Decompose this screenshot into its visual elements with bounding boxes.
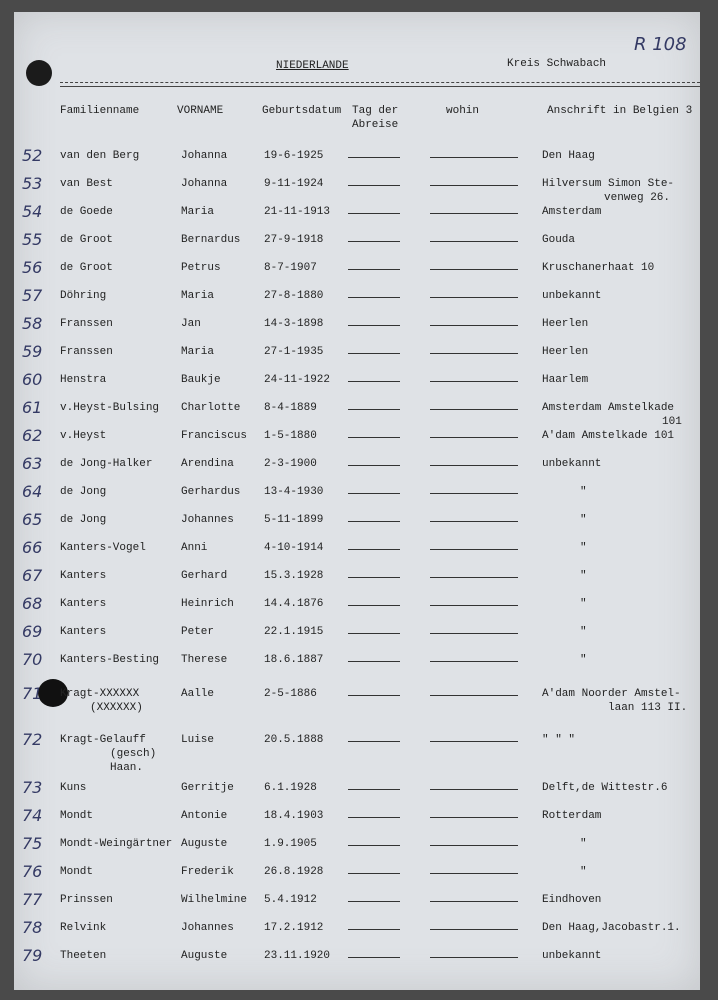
geburtsdatum-cell: 26.8.1928 [264,866,324,878]
abreise-dash [348,269,400,270]
anschrift-cell: unbekannt [542,950,602,962]
abreise-dash [348,901,400,902]
familienname-cell-line2: (XXXXXX) [90,702,143,714]
table-row [14,258,700,282]
table-row [14,890,700,914]
wohin-dash [430,817,518,818]
geburtsdatum-cell: 14-3-1898 [264,318,324,330]
table-row [14,730,700,774]
geburtsdatum-cell: 19-6-1925 [264,150,324,162]
familienname-cell: Kanters [60,626,107,638]
familienname-cell: Mondt [60,810,94,822]
vorname-cell: Gerhardus [181,486,241,498]
table-row [14,370,700,394]
vorname-cell: Heinrich [181,598,234,610]
abreise-dash [348,353,400,354]
row-number: 52 [22,146,43,165]
geburtsdatum-cell: 2-5-1886 [264,688,317,700]
familienname-cell: Henstra [60,374,107,386]
familienname-cell-line2: (gesch) [110,748,157,760]
abreise-dash [348,325,400,326]
table-row [14,454,700,478]
table-row [14,806,700,830]
abreise-dash [348,661,400,662]
anschrift-cell: " [580,486,587,498]
wohin-dash [430,353,518,354]
abreise-dash [348,241,400,242]
punch-hole [26,60,52,86]
kreis-label: Kreis Schwabach [507,58,607,70]
abreise-dash [348,605,400,606]
vorname-cell: Maria [181,206,215,218]
anschrift-cell: " [580,598,587,610]
table-row [14,146,700,170]
vorname-cell: Wilhelmine [181,894,248,906]
familienname-cell: Franssen [60,346,113,358]
wohin-dash [430,437,518,438]
vorname-cell: Bernardus [181,234,241,246]
col-header-geburtsdatum: Geburtsdatum [262,105,342,117]
geburtsdatum-cell: 13-4-1930 [264,486,324,498]
table-row [14,510,700,534]
vorname-cell: Charlotte [181,402,241,414]
col-header-familienname: Familienname [60,105,140,117]
row-number: 57 [22,286,43,305]
anschrift-cell-line2: laan 113 II. [608,702,688,714]
abreise-dash [348,493,400,494]
anschrift-cell: Eindhoven [542,894,602,906]
vorname-cell: Peter [181,626,215,638]
col-header-tag-der-abreise [352,104,398,132]
row-number: 64 [22,482,43,501]
row-number: 59 [22,342,43,361]
header-rule [60,86,700,87]
vorname-cell: Arendina [181,458,234,470]
table-row [14,684,700,714]
row-number: 55 [22,230,43,249]
table-row [14,230,700,254]
wohin-dash [430,873,518,874]
row-number: 74 [22,806,43,825]
abreise-dash [348,157,400,158]
familienname-cell: Kanters [60,570,107,582]
anschrift-cell: " [580,542,587,554]
geburtsdatum-cell: 1.9.1905 [264,838,317,850]
familienname-cell: de Groot [60,262,113,274]
abreise-dash [348,633,400,634]
wohin-dash [430,325,518,326]
wohin-dash [430,741,518,742]
vorname-cell: Maria [181,290,215,302]
anschrift-cell: " [580,570,587,582]
row-number: 68 [22,594,43,613]
abreise-dash [348,789,400,790]
abreise-dash [348,741,400,742]
geburtsdatum-cell: 22.1.1915 [264,626,324,638]
geburtsdatum-cell: 20.5.1888 [264,734,324,746]
familienname-cell: de Groot [60,234,113,246]
vorname-cell: Therese [181,654,228,666]
row-number: 60 [22,370,43,389]
row-number: 73 [22,778,43,797]
vorname-cell: Auguste [181,950,228,962]
col-header-vorname: VORNAME [177,105,224,117]
familienname-cell: Kragt-XXXXXX [60,688,140,700]
abreise-dash [348,577,400,578]
familienname-cell: de Jong-Halker [60,458,153,470]
familienname-cell: Kuns [60,782,87,794]
geburtsdatum-cell: 4-10-1914 [264,542,324,554]
col-header-tag-der: Tag der [352,105,399,117]
anschrift-cell: " [580,838,587,850]
wohin-dash [430,577,518,578]
page-title: NIEDERLANDE [276,60,349,72]
abreise-dash [348,297,400,298]
familienname-cell: Prinssen [60,894,113,906]
table-row [14,622,700,646]
familienname-cell: van den Berg [60,150,140,162]
row-number: 54 [22,202,43,221]
geburtsdatum-cell: 8-7-1907 [264,262,317,274]
table-row [14,650,700,674]
familienname-cell: Kanters-Vogel [60,542,146,554]
abreise-dash [348,185,400,186]
anschrift-cell-line2: 101 [662,416,682,428]
abreise-dash [348,521,400,522]
table-row [14,398,700,428]
row-number: 63 [22,454,43,473]
table-row [14,778,700,802]
anschrift-cell: " [580,654,587,666]
wohin-dash [430,493,518,494]
geburtsdatum-cell: 6.1.1928 [264,782,317,794]
familienname-cell: Kanters-Besting [60,654,160,666]
anschrift-cell: Rotterdam [542,810,602,822]
table-row [14,202,700,226]
abreise-dash [348,465,400,466]
familienname-cell: de Goede [60,206,113,218]
familienname-cell: van Best [60,178,113,190]
wohin-dash [430,269,518,270]
vorname-cell: Aalle [181,688,215,700]
col-header-abreise: Abreise [352,119,399,131]
geburtsdatum-cell: 17.2.1912 [264,922,324,934]
row-number: 66 [22,538,43,557]
geburtsdatum-cell: 23.11.1920 [264,950,331,962]
anschrift-cell: Heerlen [542,346,589,358]
handwritten-reference: R 108 [634,34,687,55]
row-number: 65 [22,510,43,529]
wohin-dash [430,521,518,522]
familienname-cell: v.Heyst [60,430,107,442]
abreise-dash [348,695,400,696]
document-page [14,12,700,990]
abreise-dash [348,845,400,846]
abreise-dash [348,213,400,214]
wohin-dash [430,661,518,662]
row-number: 77 [22,890,43,909]
row-number: 69 [22,622,43,641]
geburtsdatum-cell: 2-3-1900 [264,458,317,470]
row-number: 70 [22,650,43,669]
wohin-dash [430,465,518,466]
geburtsdatum-cell: 27-1-1935 [264,346,324,358]
anschrift-cell: Hilversum Simon Ste- [542,178,675,190]
vorname-cell: Gerritje [181,782,234,794]
wohin-dash [430,381,518,382]
table-row [14,342,700,366]
anschrift-cell: Amsterdam [542,206,602,218]
table-row [14,426,700,450]
vorname-cell: Petrus [181,262,221,274]
anschrift-cell-line2: venweg 26. [604,192,671,204]
wohin-dash [430,241,518,242]
familienname-cell: Kragt-Gelauff [60,734,146,746]
anschrift-cell: A'dam Noorder Amstel- [542,688,681,700]
col-header-wohin: wohin [446,105,480,117]
vorname-cell: Johannes [181,514,234,526]
table-row [14,834,700,858]
table-row [14,594,700,618]
vorname-cell: Franciscus [181,430,248,442]
geburtsdatum-cell: 18.6.1887 [264,654,324,666]
anschrift-cell: " [580,514,587,526]
vorname-cell: Frederik [181,866,234,878]
table-row [14,918,700,942]
familienname-cell: v.Heyst-Bulsing [60,402,160,414]
geburtsdatum-cell: 15.3.1928 [264,570,324,582]
table-row [14,946,700,970]
abreise-dash [348,817,400,818]
geburtsdatum-cell: 5.4.1912 [264,894,317,906]
familienname-cell: Mondt [60,866,94,878]
table-row [14,286,700,310]
familienname-cell: de Jong [60,514,107,526]
row-number: 71 [22,684,43,703]
wohin-dash [430,409,518,410]
vorname-cell: Baukje [181,374,221,386]
vorname-cell: Johannes [181,922,234,934]
wohin-dash [430,213,518,214]
anschrift-cell: unbekannt [542,290,602,302]
wohin-dash [430,695,518,696]
row-number: 58 [22,314,43,333]
row-number: 78 [22,918,43,937]
row-number: 75 [22,834,43,853]
anschrift-cell: Amsterdam Amstelkade [542,402,675,414]
table-row [14,538,700,562]
anschrift-cell: Den Haag,Jacobastr.1. [542,922,681,934]
anschrift-cell: " " " [542,734,576,746]
vorname-cell: Johanna [181,178,228,190]
geburtsdatum-cell: 14.4.1876 [264,598,324,610]
row-number: 56 [22,258,43,277]
abreise-dash [348,957,400,958]
wohin-dash [430,957,518,958]
row-number: 62 [22,426,43,445]
row-number: 61 [22,398,43,417]
vorname-cell: Luise [181,734,215,746]
wohin-dash [430,297,518,298]
table-row [14,314,700,338]
vorname-cell: Jan [181,318,201,330]
header-rule-dashed [60,82,700,83]
table-row [14,862,700,886]
familienname-cell: de Jong [60,486,107,498]
abreise-dash [348,873,400,874]
row-number: 67 [22,566,43,585]
row-number: 79 [22,946,43,965]
vorname-cell: Antonie [181,810,228,822]
wohin-dash [430,605,518,606]
familienname-cell: Kanters [60,598,107,610]
anschrift-cell: Kruschanerhaat 10 [542,262,655,274]
table-row [14,482,700,506]
col-header-anschrift: Anschrift in Belgien 3 [547,105,693,117]
geburtsdatum-cell: 5-11-1899 [264,514,324,526]
row-number: 53 [22,174,43,193]
wohin-dash [430,845,518,846]
anschrift-cell: Haarlem [542,374,589,386]
wohin-dash [430,157,518,158]
familienname-cell: Döhring [60,290,107,302]
wohin-dash [430,549,518,550]
abreise-dash [348,929,400,930]
geburtsdatum-cell: 27-8-1880 [264,290,324,302]
familienname-cell: Theeten [60,950,107,962]
familienname-cell: Franssen [60,318,113,330]
table-row [14,566,700,590]
geburtsdatum-cell: 9-11-1924 [264,178,324,190]
abreise-dash [348,549,400,550]
abreise-dash [348,437,400,438]
geburtsdatum-cell: 21-11-1913 [264,206,331,218]
anschrift-cell: Delft,de Wittestr.6 [542,782,668,794]
wohin-dash [430,633,518,634]
anschrift-cell: " [580,866,587,878]
wohin-dash [430,789,518,790]
anschrift-cell: A'dam Amstelkade 101 [542,430,675,442]
geburtsdatum-cell: 27-9-1918 [264,234,324,246]
vorname-cell: Auguste [181,838,228,850]
row-number: 76 [22,862,43,881]
anschrift-cell: Den Haag [542,150,595,162]
geburtsdatum-cell: 8-4-1889 [264,402,317,414]
table-row [14,174,700,204]
vorname-cell: Gerhard [181,570,228,582]
geburtsdatum-cell: 24-11-1922 [264,374,331,386]
anschrift-cell: Gouda [542,234,576,246]
anschrift-cell: Heerlen [542,318,589,330]
familienname-cell: Mondt-Weingärtner [60,838,173,850]
vorname-cell: Maria [181,346,215,358]
vorname-cell: Johanna [181,150,228,162]
wohin-dash [430,185,518,186]
row-number: 72 [22,730,43,749]
anschrift-cell: " [580,626,587,638]
wohin-dash [430,901,518,902]
abreise-dash [348,381,400,382]
vorname-cell: Anni [181,542,208,554]
geburtsdatum-cell: 1-5-1880 [264,430,317,442]
wohin-dash [430,929,518,930]
anschrift-cell: unbekannt [542,458,602,470]
familienname-cell: Relvink [60,922,107,934]
familienname-cell-line3: Haan. [110,762,144,774]
geburtsdatum-cell: 18.4.1903 [264,810,324,822]
abreise-dash [348,409,400,410]
